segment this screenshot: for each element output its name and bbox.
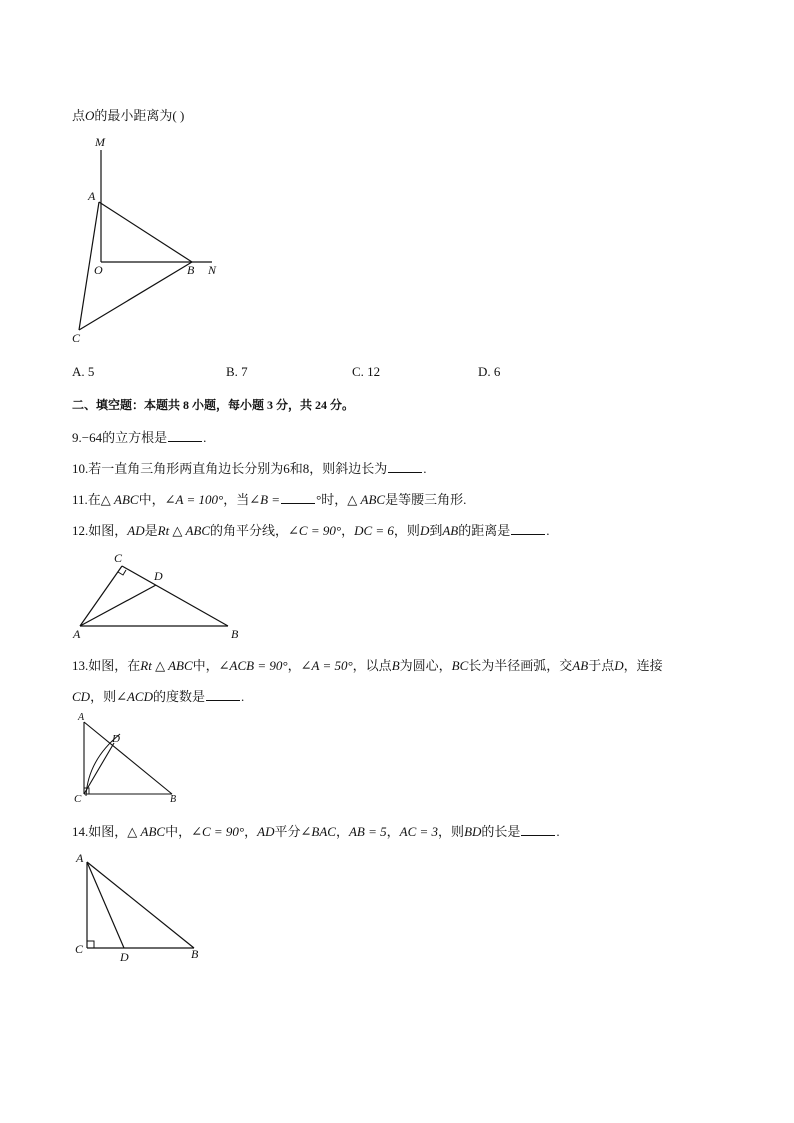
q8-label-c: C: [72, 331, 81, 345]
q10: 10.若一直角三角形两直角边长分别为6和8，则斜边长为 .: [72, 461, 427, 476]
q9-text: 的立方根是: [102, 430, 168, 445]
q12-label-a: A: [73, 627, 81, 641]
q8-line-ab: [99, 202, 192, 262]
q13-label-d: D: [112, 733, 120, 745]
q12-answer-blank[interactable]: [511, 522, 545, 535]
q10-number: 10.: [72, 461, 89, 476]
q14-label-a: A: [76, 851, 84, 865]
q12-label-b: B: [231, 627, 239, 641]
q12-label-c: C: [114, 551, 123, 565]
q14-right-angle-mark: [87, 941, 94, 948]
q9: 9.−64的立方根是 .: [72, 430, 207, 445]
q13-answer-blank[interactable]: [206, 688, 240, 701]
q14-label-b: B: [191, 947, 199, 961]
q8-label-n: N: [208, 263, 217, 277]
q13-line1: 13.如图，在Rt △ ABC中，∠ACB = 90°，∠A = 50°，以点B为圆心，BC长为半径画弧，交AB于点D，连接: [72, 658, 663, 673]
q14-figure: [72, 850, 212, 965]
q13-label-a: A: [78, 712, 85, 723]
q10-answer-blank[interactable]: [388, 460, 422, 473]
q8-stem: [72, 105, 184, 124]
q8-option-a: A. 5: [72, 364, 95, 379]
q9-answer-blank[interactable]: [168, 429, 202, 442]
q8-stem-suffix: 的最小距离为( ): [94, 108, 185, 123]
q14: 14.如图，△ ABC中，∠C = 90°，AD平分∠BAC，AB = 5，AC = 3，则BD的长是 .: [72, 824, 560, 839]
q13-label-c: C: [74, 793, 82, 805]
q14-line-ab: [87, 862, 194, 948]
q8-option-c: C. 12: [352, 364, 381, 379]
q9-expression: −64: [81, 430, 103, 445]
q8-label-m: M: [95, 135, 105, 149]
q14-line-ad: [87, 862, 124, 948]
q12-line-cb: [122, 566, 228, 626]
q8-stem-prefix: 点: [72, 108, 86, 123]
q11: 11.在△ ABC中，∠A = 100°，当∠B = °时，△ ABC是等腰三角形.: [72, 492, 467, 507]
q12-line-ad: [80, 585, 156, 626]
q13-line2: CD，则∠ACD的度数是 .: [72, 689, 245, 704]
q11-answer-blank[interactable]: [281, 491, 315, 504]
q8-figure: [70, 132, 230, 347]
q8-option-d: D. 6: [478, 364, 501, 379]
q13-line-cd: [84, 743, 114, 794]
q12-figure: [70, 548, 245, 643]
q13-number: 13.: [72, 658, 89, 673]
section-header: 二、填空题：本题共 8 小题，每小题 3 分，共 24 分。: [72, 398, 355, 412]
q12-line-ac: [80, 566, 122, 626]
q11-number: 11.: [72, 492, 88, 507]
q8-label-b: B: [187, 263, 195, 277]
q8-label-a: A: [88, 189, 96, 203]
q14-answer-blank[interactable]: [521, 823, 555, 836]
q8-option-b: B. 7: [226, 364, 248, 379]
q9-number: 9.: [72, 430, 82, 445]
q14-label-d: D: [120, 950, 129, 964]
q8-label-o: O: [94, 263, 103, 277]
q12: 12.如图，AD是Rt △ ABC的角平分线，∠C = 90°，DC = 6，则D到AB的距离是 .: [72, 523, 550, 538]
q14-number: 14.: [72, 824, 89, 839]
q12-number: 12.: [72, 523, 89, 538]
q8-stem-var: O: [85, 108, 95, 123]
q13-figure: [72, 710, 192, 810]
q13-line-ab: [84, 722, 172, 794]
q12-label-d: D: [154, 569, 163, 583]
q13-label-b: B: [170, 794, 177, 805]
q14-label-c: C: [75, 942, 84, 956]
